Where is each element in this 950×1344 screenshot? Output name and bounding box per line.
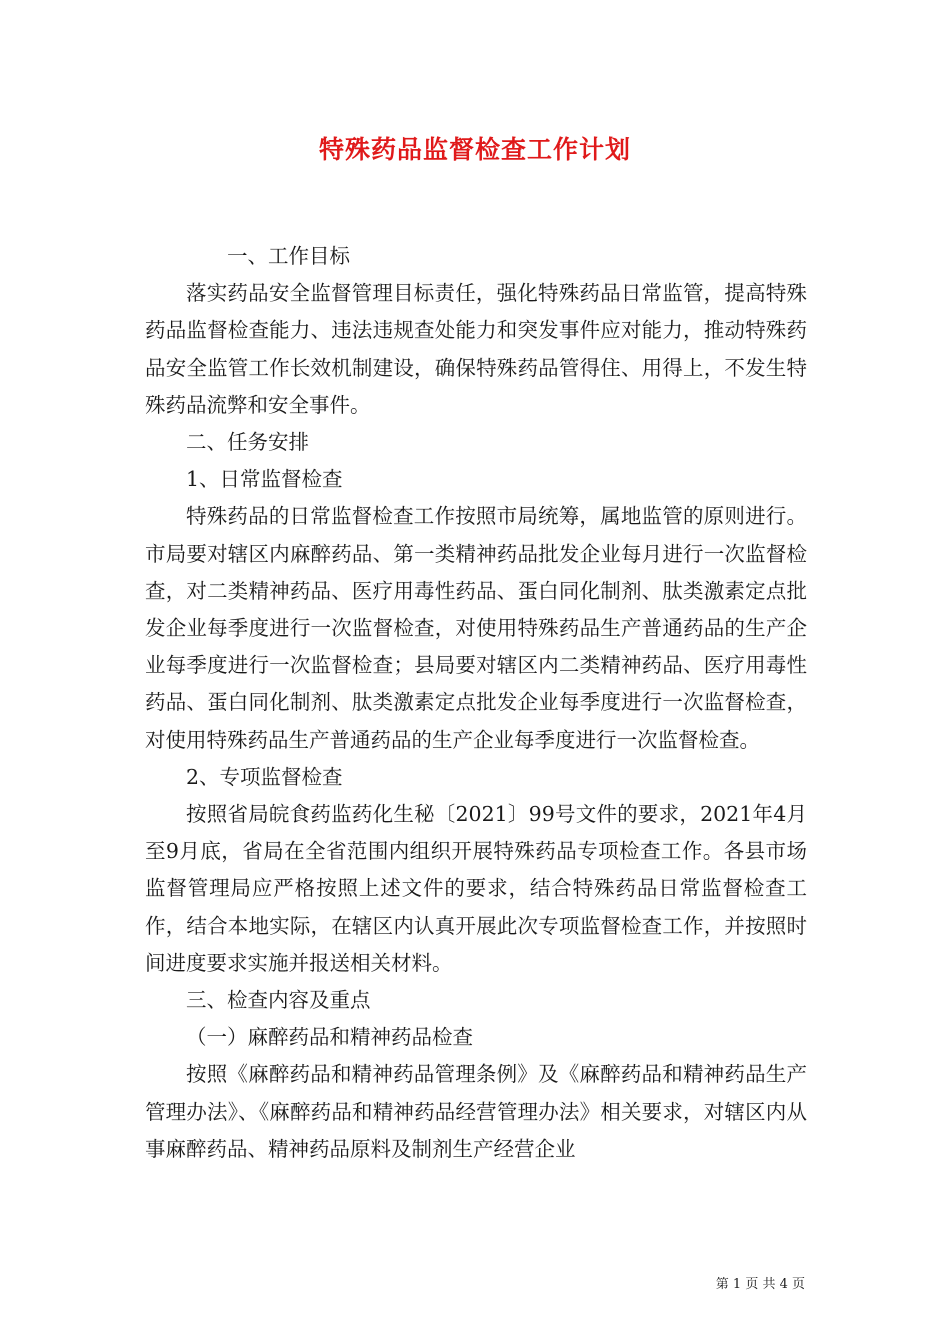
paragraph-narcotics: 按照《麻醉药品和精神药品管理条例》及《麻醉药品和精神药品生产管理办法》、《麻醉药品和精神药品经营管理办法》相关要求，对辖区内从事麻醉药品、精神药品原料及制剂生产经营企业: [145, 1062, 807, 1161]
page-indicator: 第 1 页 共 4 页: [715, 1277, 805, 1292]
subheading-daily-inspection: 1、日常监督检查: [186, 467, 343, 492]
paragraph-special-inspection: 按照省局皖食药监药化生秘〔2021〕99号文件的要求，2021年4月至9月底，省局在全省范围内组织开展特殊药品专项检查工作。各县市场监督管理局应严格按照上述文件的要求，结合特殊药品日常监督检查工作，结合本地实际，在辖区内认真开展此次专项监督检查工作，并按照时间进度要求实施并报送相关材料。: [145, 802, 807, 975]
document-title: 特殊药品监督检查工作计划: [318, 135, 631, 164]
section-heading-content: 三、检查内容及重点: [186, 988, 371, 1013]
subheading-special-inspection: 2、专项监督检查: [186, 764, 343, 789]
section-heading-goal: 一、工作目标: [227, 244, 350, 268]
paragraph-goal: 落实药品安全监督管理目标责任，强化特殊药品日常监管，提高特殊药品监督检查能力、违法违规查处能力和突发事件应对能力，推动特殊药品安全监管工作长效机制建设，确保特殊药品管得住、用得上，不发生特殊药品流弊和安全事件。: [145, 281, 807, 417]
document-body: [145, 238, 807, 1168]
section-heading-tasks: 二、任务安排: [186, 430, 309, 455]
subheading-narcotics: （一）麻醉药品和精神药品检查: [186, 1025, 473, 1050]
paragraph-daily-inspection: 特殊药品的日常监督检查工作按照市局统筹，属地监管的原则进行。市局要对辖区内麻醉药品、第一类精神药品批发企业每月进行一次监督检查，对二类精神药品、医疗用毒性药品、蛋白同化制剂、肽类激素定点批发企业每季度进行一次监督检查，对使用特殊药品生产普通药品的生产企业每季度进行一次监督检查；县局要对辖区内二类精神药品、医疗用毒性药品、蛋白同化制剂、肽类激素定点批发企业每季度进行一次监督检查，对使用特殊药品生产普通药品的生产企业每季度进行一次监督检查。: [145, 504, 807, 752]
